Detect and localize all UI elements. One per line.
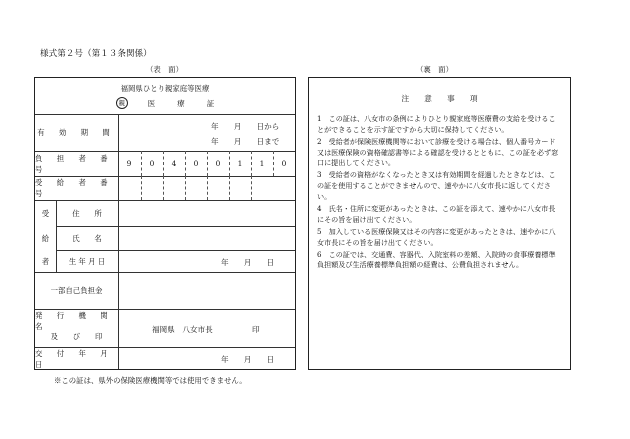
name-label: 氏 名 bbox=[72, 233, 102, 243]
seal-mark: 印 bbox=[252, 325, 260, 334]
birth-date-label: 生 年 月 日 bbox=[68, 256, 106, 266]
digit-divider bbox=[251, 176, 252, 200]
digit-divider bbox=[163, 176, 164, 200]
copay-label: 一部自己負担金 bbox=[50, 286, 103, 295]
payer-number-label: 負 担 者 番 号 bbox=[35, 153, 114, 174]
back-side-label: （裏 面） bbox=[416, 65, 453, 74]
digit-divider bbox=[229, 176, 230, 200]
notes-list bbox=[317, 114, 560, 272]
note-item: 4 氏名・住所に変更があったときは、この証を添えて、速やかに八女市長にその旨を届け出てください。 bbox=[317, 203, 556, 224]
validity-from: 年 月 日から bbox=[211, 122, 280, 131]
payer-digit: 0 bbox=[193, 159, 199, 168]
form-title: 様式第２号（第１３条関係） bbox=[40, 49, 152, 59]
digit-divider bbox=[185, 176, 186, 200]
recipient-group-char: 給 bbox=[41, 233, 50, 243]
certificate-title-line2 bbox=[35, 96, 295, 110]
issuer-label-line2: 及 び 印 bbox=[50, 332, 103, 341]
cert-mark-icon: 親 bbox=[116, 97, 128, 109]
issue-date-label: 交 付 年 月 日 bbox=[35, 349, 114, 369]
address-label: 住 所 bbox=[72, 208, 102, 218]
note-item: 5 加入している医療保険又はその内容に変更があったときは、速やかに八女市長にその旨を届け出てください。 bbox=[317, 226, 556, 247]
payer-digit: 4 bbox=[171, 159, 177, 168]
birth-date-value: 年 月 日 bbox=[221, 258, 275, 267]
note-item: 3 受給者の資格がなくなったとき又は有効期間を経過したときなどは、この証を使用することができませんので、速やかに八女市長に返してください。 bbox=[317, 170, 556, 201]
note-item: 6 この証では、交通費、容器代、入院室料の差額、入院時の食事療養標準負担額及び生活療養標準負担額の経費は、公費負担されません。 bbox=[317, 249, 556, 270]
certificate-title-line1: 福岡県ひとり親家庭等医療 bbox=[120, 83, 210, 93]
front-certificate-panel bbox=[34, 77, 296, 370]
payer-digit: 1 bbox=[259, 159, 265, 168]
note-item: 1 この証は、八女市の条例によりひとり親家庭等医療費の支給を受けることができることを示す証ですから大切に保持してください。 bbox=[317, 114, 556, 134]
digit-divider bbox=[207, 176, 208, 200]
back-notes-panel bbox=[308, 77, 571, 370]
issuer-label-line1: 発 行 機 関 名 bbox=[35, 310, 114, 331]
validity-to: 年 月 日まで bbox=[211, 137, 280, 146]
recipient-group-char: 者 bbox=[41, 256, 50, 266]
note-item: 2 受給者が保険医療機関等において診療を受ける場合は、個人番号カード又は医療保険の資格確認書等による確認を受けるとともに、この証を必ず窓口に提出してください。 bbox=[317, 136, 559, 168]
digit-divider bbox=[141, 176, 142, 200]
payer-digit: 9 bbox=[126, 159, 132, 168]
recipient-number-label: 受 給 者 番 号 bbox=[35, 178, 114, 198]
certificate-word: 医 療 証 bbox=[147, 98, 215, 108]
validity-label: 有 効 期 間 bbox=[37, 128, 116, 137]
recipient-group-char: 受 bbox=[41, 208, 50, 218]
payer-digit: 0 bbox=[149, 159, 155, 168]
payer-digit: 0 bbox=[281, 159, 287, 168]
issue-date-value: 年 月 日 bbox=[221, 355, 275, 364]
payer-digit: 0 bbox=[215, 159, 221, 168]
notes-heading: 注 意 事 項 bbox=[401, 93, 478, 103]
payer-digit: 1 bbox=[237, 159, 243, 168]
issuer-value: 福岡県 八女市長 bbox=[152, 325, 213, 334]
footnote: ※この証は、県外の保険医療機関等では使用できません。 bbox=[54, 376, 247, 385]
front-side-label: （表 面） bbox=[146, 65, 183, 74]
